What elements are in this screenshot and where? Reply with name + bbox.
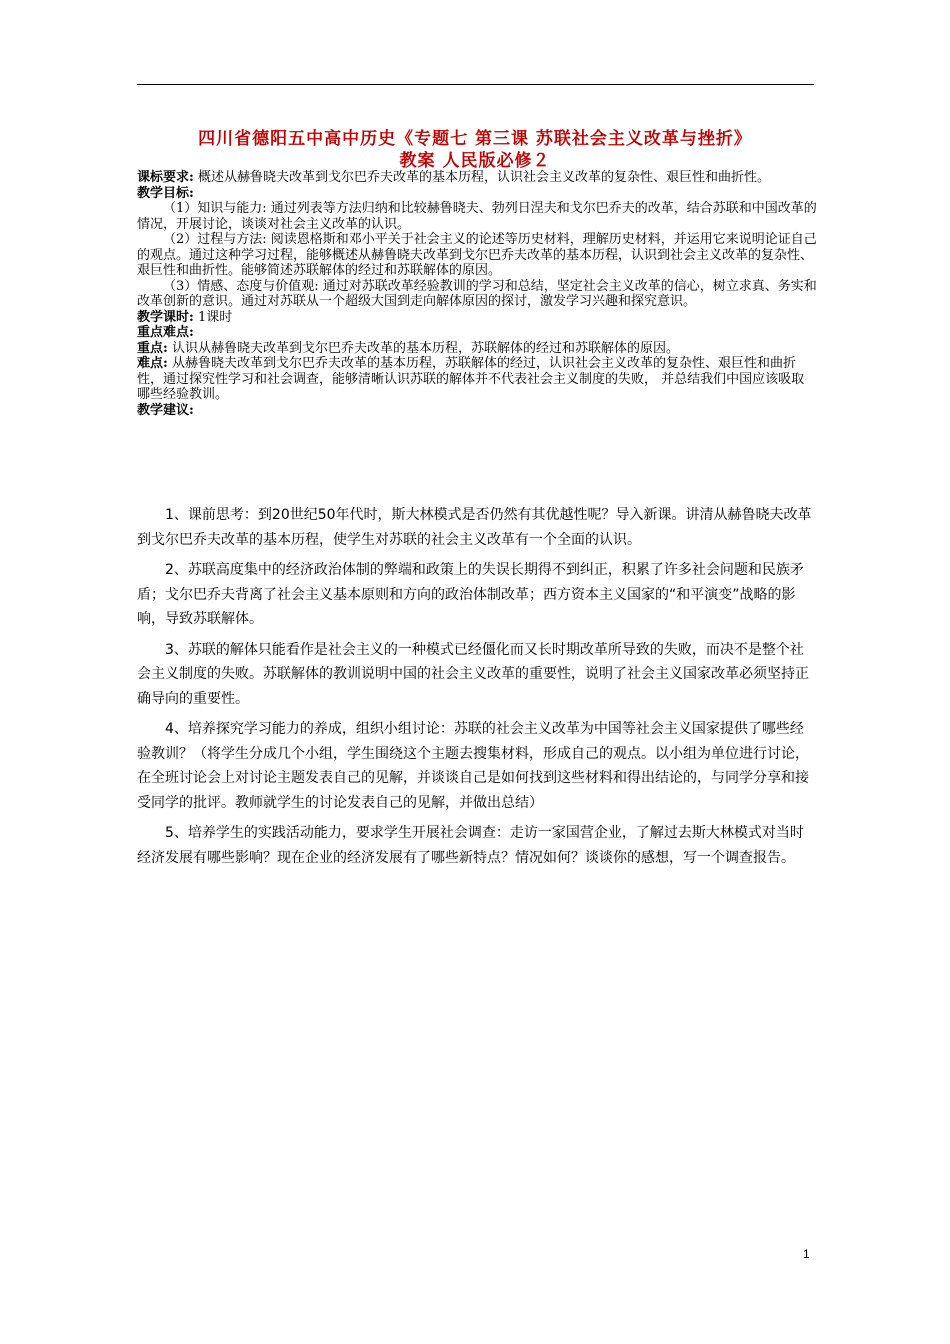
objective-item: （2）过程与方法: 阅读恩格斯和邓小平关于社会主义的论述等历史材料，理解历史材料，并运用它来说明论证自己的观点。通过这种学习过程，能够概述从赫鲁晓夫改革到戈尔巴乔夫改革的基本历程，认识到社会主义改革的复杂性、艰巨性和曲折性。能够简述苏联解体的经过和苏联解体的原因。: [137, 232, 817, 278]
curriculum-standard-label: 课标要求:: [137, 170, 194, 185]
keypoints-label: 重点难点:: [137, 325, 194, 340]
document-title-line1: 四川省德阳五中高中历史《专题七 第三课 苏联社会主义改革与挫折》: [198, 129, 752, 149]
key-point: [137, 341, 817, 357]
lesson-plan-header-section: [137, 170, 817, 418]
objective-item: （3）情感、态度与价值观: 通过对苏联改革经验教训的学习和总结，坚定社会主义改革的信心，树立求真、务实和改革创新的意识。通过对苏联从一个超级大国到走向解体原因的探讨，激发学习兴趣和探究意识。: [137, 278, 817, 309]
document-title-line2: 教案 人民版必修２: [399, 151, 551, 171]
suggestion-item: 2、苏联高度集中的经济政治体制的弊端和政策上的失误长期得不到纠正，积累了许多社会问题和民族矛盾；戈尔巴乔夫背离了社会主义基本原则和方向的政治体制改革；西方资本主义国家的“和平演变”战略的影响，导致苏联解体。: [137, 562, 804, 627]
objectives-label: 教学目标:: [137, 185, 194, 201]
curriculum-standard: [137, 170, 817, 186]
suggestion-item: 4、培养探究学习能力的养成，组织小组讨论：苏联的社会主义改革为中国等社会主义国家提供了哪些经验教训？（将学生分成几个小组，学生围绕这个主题去搜集材料，形成自己的观点。以小组为单位进行讨论，在全班讨论会上对讨论主题发表自己的见解，并谈谈自己是如何找到这些材料和得出结论的，与同学分享和接受同学的批评。教师就学生的讨论发表自己的见解，并做出总结）: [137, 721, 809, 811]
key-point-text: 认识从赫鲁晓夫改革到戈尔巴乔夫改革的基本历程，苏联解体的经过和苏联解体的原因。: [167, 340, 679, 356]
difficult-point: [137, 356, 817, 403]
suggestions-label: 教学建议:: [137, 402, 194, 418]
teaching-suggestions: [137, 503, 817, 876]
class-hours: [137, 310, 817, 326]
objective-item: （1）知识与能力: 通过列表等方法归纳和比较赫鲁晓夫、勃列日涅夫和戈尔巴乔夫的改革，结合苏联和中国改革的情况，开展讨论，谈谈对社会主义改革的认识。: [137, 201, 817, 232]
class-hours-text: 1课时: [193, 309, 233, 325]
page-number: 1: [803, 1247, 810, 1261]
curriculum-standard-text: 概述从赫鲁晓夫改革到戈尔巴乔夫改革的基本历程，认识社会主义改革的复杂性、艰巨性和曲折性。: [193, 170, 770, 185]
header-rule: [137, 84, 814, 85]
difficult-point-text: 从赫鲁晓夫改革到戈尔巴乔夫改革的基本历程，苏联解体的经过，认识社会主义改革的复杂性、艰巨性和曲折性，通过探究性学习和社会调查，能够清晰认识苏联的解体并不代表社会主义制度的失败， 并总结我们中国应该吸取哪些经验教训。: [137, 356, 805, 402]
suggestion-item: 5、培养学生的实践活动能力，要求学生开展社会调查：走访一家国营企业，了解过去斯大林模式对当时经济发展有哪些影响？现在企业的经济发展有了哪些新特点？情况如何？谈谈你的感想，写一个调查报告。: [137, 825, 804, 866]
key-point-label: 重点:: [137, 340, 168, 356]
suggestion-item: 3、苏联的解体只能看作是社会主义的一种模式已经僵化而又长时期改革所导致的失败，而决不是整个社会主义制度的失败。苏联解体的教训说明中国的社会主义改革的重要性，说明了社会主义国家改革必须坚持正确导向的重要性。: [137, 641, 809, 707]
suggestion-item: 1、课前思考：到20世纪50年代时，斯大林模式是否仍然有其优越性呢？导入新课。讲清从赫鲁晓夫改革到戈尔巴乔夫改革的基本历程，使学生对苏联的社会主义改革有一个全面的认识。: [137, 507, 812, 548]
difficult-point-label: 难点:: [137, 356, 168, 371]
class-hours-label: 教学课时:: [137, 309, 194, 325]
